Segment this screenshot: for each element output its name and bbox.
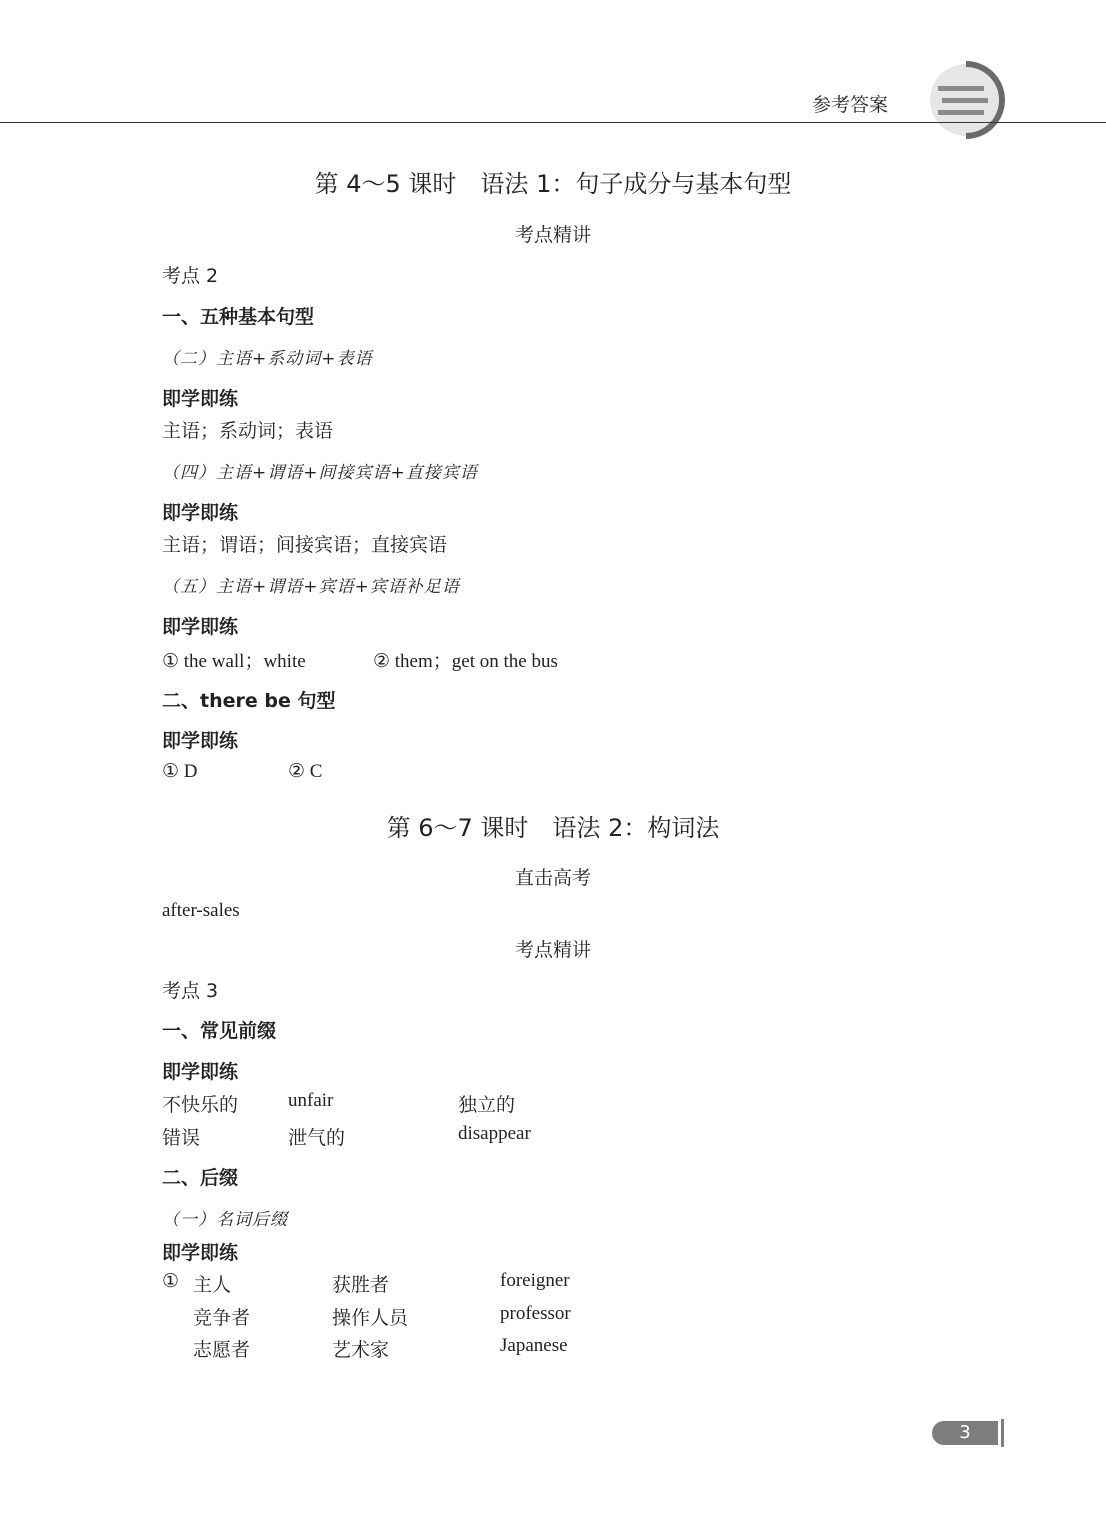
section1-heading1: 一、五种基本句型: [162, 306, 315, 328]
section2-sub1: （一）名词后缀: [162, 1210, 288, 1230]
suffix-cell: 操作人员: [332, 1308, 409, 1329]
section1-title: 第 4～5 课时 语法 1：句子成分与基本句型: [314, 170, 792, 198]
book-logo-icon: [924, 58, 1008, 142]
section1-sub2: （二）主语+系动词+表语: [162, 349, 373, 369]
suffix-cell: professor: [500, 1303, 571, 1324]
header-rule: [0, 122, 1106, 123]
section2-kaodian: 考点 3: [162, 980, 219, 1002]
section2-heading1: 一、常见前缀: [162, 1020, 277, 1042]
page-number: 3: [932, 1421, 998, 1445]
suffix-cell: 艺术家: [332, 1340, 390, 1361]
answer-tb-1: ① D: [162, 761, 198, 782]
suffix-cell: Japanese: [500, 1335, 568, 1356]
section1-subtitle: 考点精讲: [514, 224, 591, 246]
suffix-cell: 获胜者: [332, 1275, 390, 1296]
prefix-cell: 错误: [162, 1128, 201, 1149]
suffix-cell: 志愿者: [193, 1340, 251, 1361]
suffix-cell: foreigner: [500, 1270, 570, 1291]
practice-label: 即学即练: [162, 502, 239, 524]
prefix-cell: disappear: [458, 1123, 531, 1144]
answer-tb-2: ② C: [288, 761, 323, 782]
section1-sub5: （五）主语+谓语+宾语+宾语补足语: [162, 577, 460, 597]
zhiji-answer: after-sales: [162, 900, 240, 921]
practice-label: 即学即练: [162, 1061, 239, 1083]
prefix-cell: 不快乐的: [162, 1095, 239, 1116]
answer-sub5-2: ② them；get on the bus: [373, 651, 558, 672]
header-title: 参考答案: [812, 94, 889, 116]
section1-kaodian: 考点 2: [162, 265, 219, 287]
suffix-marker: ①: [162, 1271, 180, 1292]
page-number-bar: [1001, 1419, 1004, 1447]
practice-label: 即学即练: [162, 1242, 239, 1264]
practice-label: 即学即练: [162, 730, 239, 752]
suffix-cell: 竞争者: [193, 1308, 251, 1329]
section1-heading2: 二、there be 句型: [162, 690, 336, 712]
section2-subtitle: 考点精讲: [514, 939, 591, 961]
section1-sub4: （四）主语+谓语+间接宾语+直接宾语: [162, 463, 478, 483]
practice-label: 即学即练: [162, 616, 239, 638]
prefix-cell: unfair: [288, 1090, 334, 1111]
section2-heading2: 二、后缀: [162, 1167, 239, 1189]
answer-sub5-1: ① the wall；white: [162, 651, 306, 672]
prefix-cell: 泄气的: [288, 1128, 346, 1149]
prefix-cell: 独立的: [458, 1095, 516, 1116]
section2-zhiji: 直击高考: [514, 867, 591, 889]
section2-title: 第 6～7 课时 语法 2：构词法: [386, 814, 720, 842]
answer-sub4: 主语；谓语；间接宾语；直接宾语: [162, 535, 448, 556]
suffix-cell: 主人: [193, 1275, 232, 1296]
practice-label: 即学即练: [162, 388, 239, 410]
answer-sub2: 主语；系动词；表语: [162, 421, 334, 442]
